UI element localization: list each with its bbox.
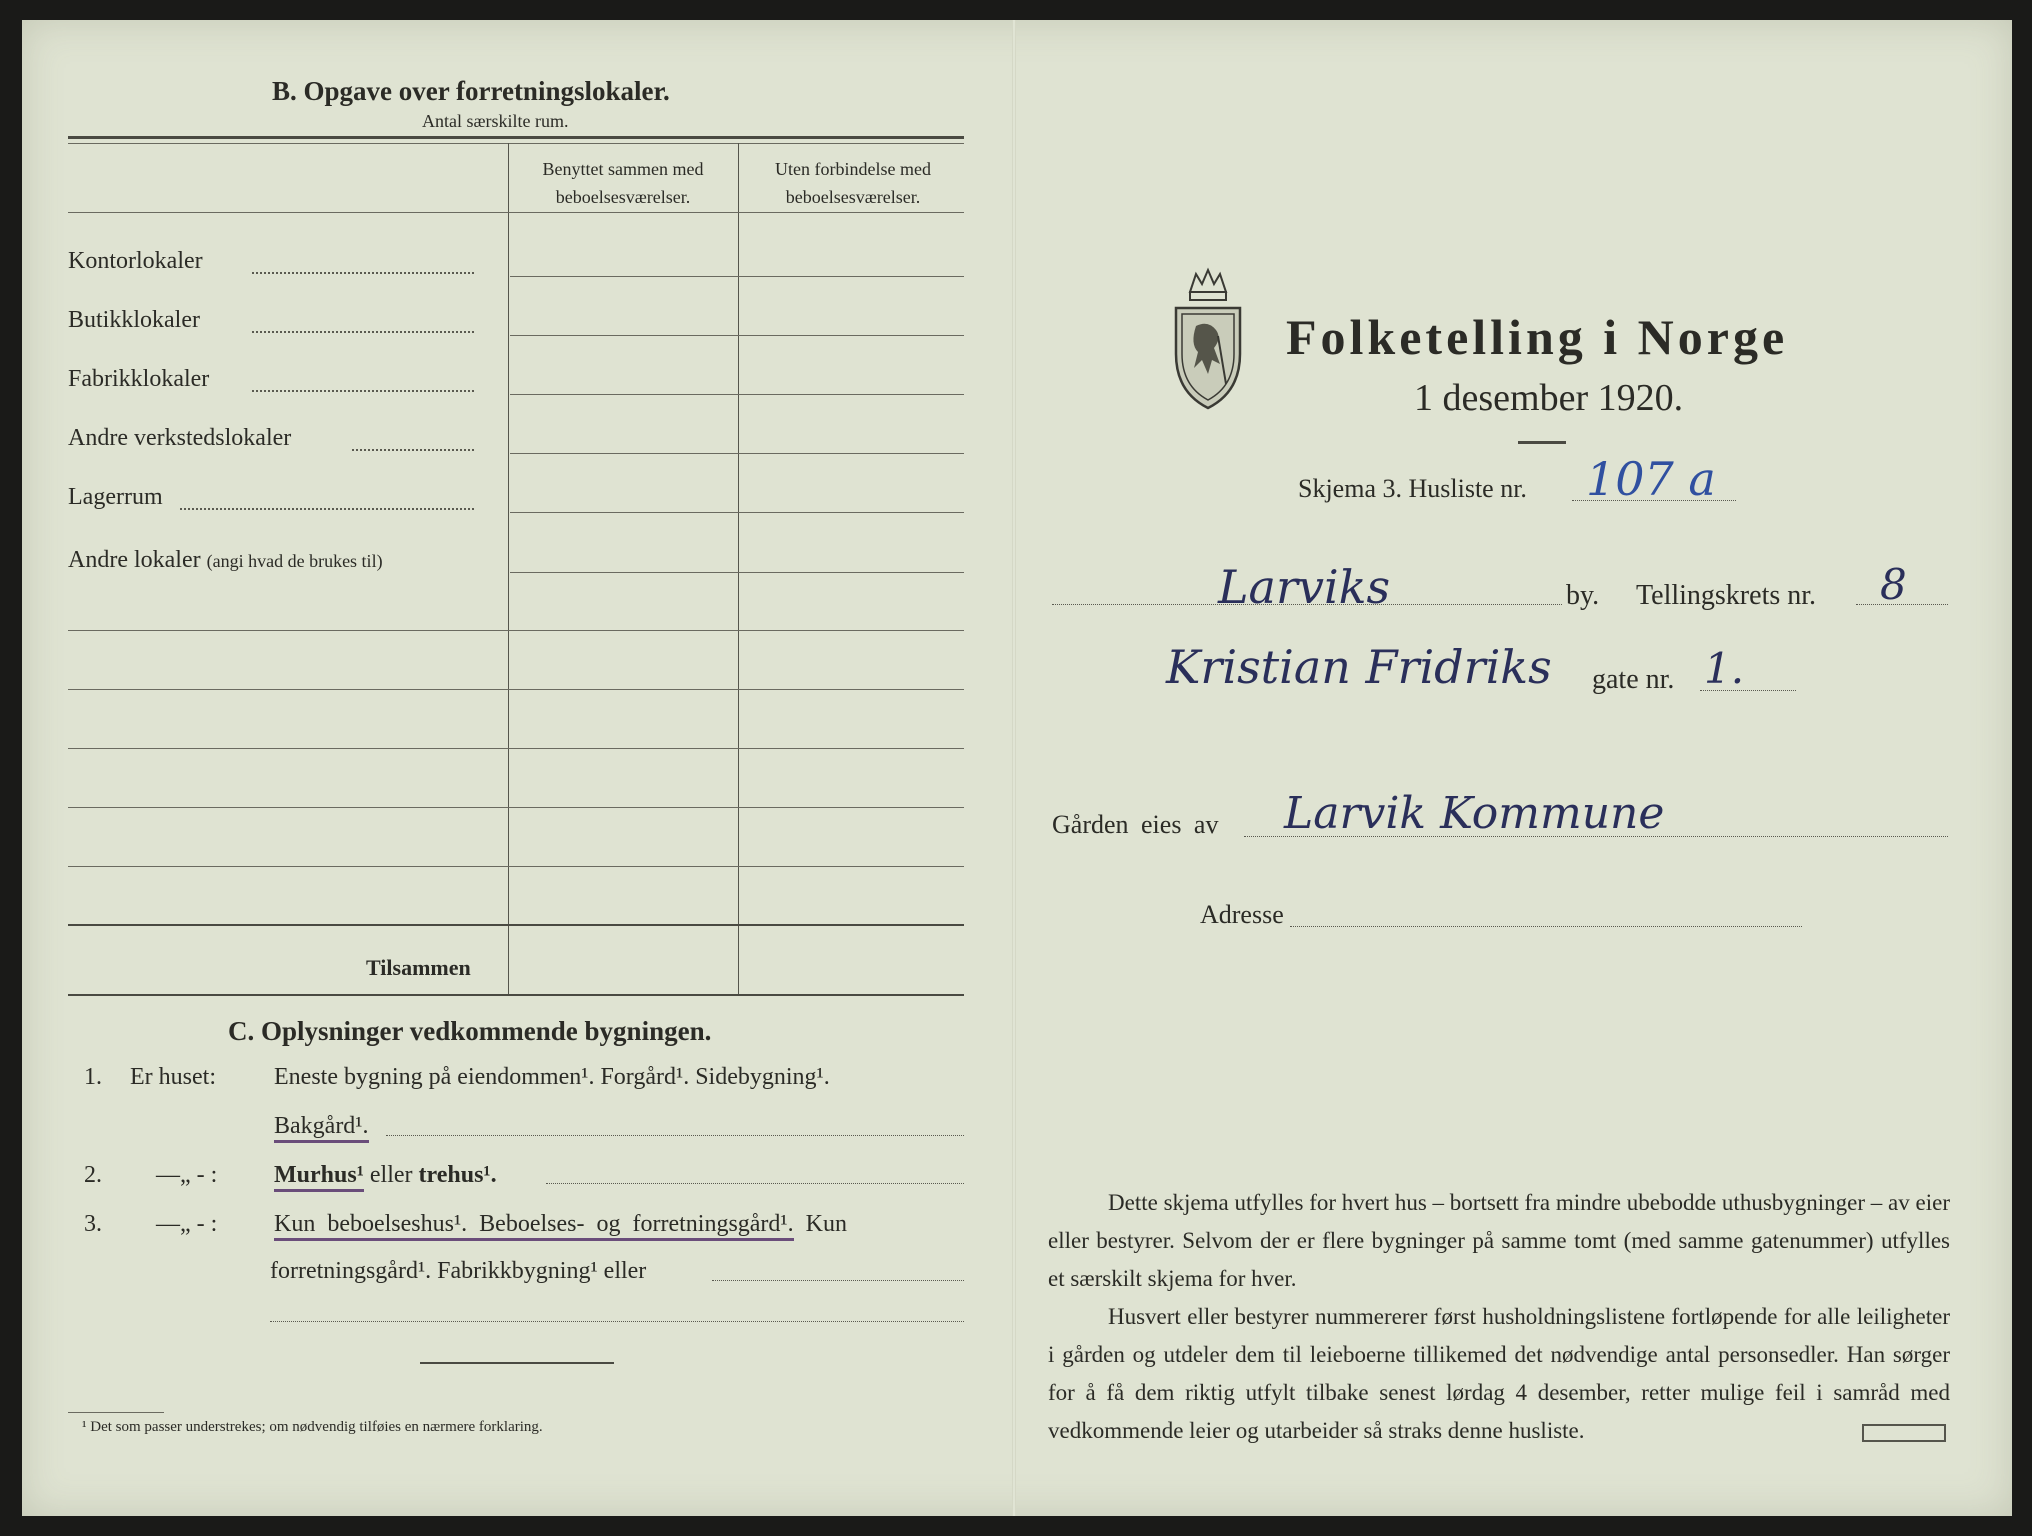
col-divider-2 <box>738 143 739 996</box>
row-label-fabrikk: Fabrikklokaler <box>68 366 210 392</box>
footnote: ¹ Det som passer understrekes; om nødvendig tilføies en nærmere forklaring. <box>82 1419 543 1435</box>
col-header-without-dwelling: Uten forbindelse med beboelsesværelser. <box>775 159 931 207</box>
instructions-paragraph-2: Husvert eller bestyrer nummererer først husholdningslistene fortløpende for alle leiligheter i gården og utdeler dem til leieboerne tillikemed det nødvendige antal personsedler. Han sørger for å få dem riktig utfylt tilbake senest lørdag 4 desember, retter mulige feil i samråd med vedkommende leier og utarbeider så straks denne husliste. <box>1048 1304 1950 1443</box>
q2-label: —„ - : <box>156 1162 218 1188</box>
row-label-butikk: Butikklokaler <box>68 307 200 333</box>
section-b-subtitle: Antal særskilte rum. <box>422 111 569 131</box>
gate-nr-value: 1. <box>1704 644 1745 693</box>
norwegian-coat-of-arms-icon <box>1168 264 1248 412</box>
instructions-paragraph-1: Dette skjema utfylles for hvert hus – bortsett fra mindre ubebodde uthusbygninger – av eier eller bestyrer. Selvom der er flere bygninger på samme tomt (med samme gatenummer) utfylles et særskilt skjema for hver. <box>1048 1190 1950 1291</box>
total-label: Tilsammen <box>366 955 471 980</box>
header-rule <box>68 212 964 213</box>
q3-label: —„ - : <box>156 1211 218 1237</box>
total-top-rule <box>68 924 964 926</box>
col-divider-1 <box>508 143 509 996</box>
table-top-rule-2 <box>68 143 964 144</box>
skjema-label: Skjema 3. Husliste nr. <box>1298 474 1527 503</box>
tellingskrets-value: 8 <box>1880 560 1907 609</box>
row-label-verksted: Andre verkstedslokaler <box>68 425 292 451</box>
eier-value: Larvik Kommune <box>1284 788 1665 839</box>
eier-label: Gården eies av <box>1052 810 1219 839</box>
q1-option-bakgard: Bakgård¹. <box>274 1113 369 1140</box>
tellingskrets-label: Tellingskrets nr. <box>1636 580 1817 611</box>
page-fold <box>1012 20 1016 1516</box>
q3-options-2: forretningsgård¹. Fabrikkbygning¹ eller <box>270 1258 647 1284</box>
q3-options: Kun beboelseshus¹. Beboelses- og forretningsgård¹. Kun <box>274 1211 847 1238</box>
form-date: 1 desember 1920. <box>1414 377 1684 419</box>
row-label-andre: Andre lokaler (angi hvad de brukes til) <box>68 547 383 573</box>
section-b-title: B. Opgave over forretningslokaler. <box>272 76 670 106</box>
section-c-title: C. Oplysninger vedkommende bygningen. <box>228 1016 712 1046</box>
total-bottom-rule <box>68 994 964 996</box>
husliste-nr-value: 107 a <box>1586 452 1716 506</box>
by-value: Larviks <box>1218 560 1391 614</box>
by-label: by. <box>1566 580 1600 611</box>
q2-number: 2. <box>84 1162 102 1188</box>
q3-number: 3. <box>84 1211 102 1237</box>
form-title: Folketelling i Norge <box>1286 309 1789 365</box>
gate-label: gate nr. <box>1592 664 1675 695</box>
gate-value: Kristian Fridriks <box>1166 640 1552 694</box>
col-header-with-dwelling: Benyttet sammen med beboelsesværelser. <box>542 159 704 207</box>
title-divider <box>1518 441 1566 444</box>
table-top-rule <box>68 136 964 139</box>
adresse-label: Adresse <box>1200 900 1284 929</box>
row-label-kontor: Kontorlokaler <box>68 248 203 274</box>
q1-options: Eneste bygning på eiendommen¹. Forgård¹. Sidebygning¹. <box>274 1064 830 1090</box>
q1-number: 1. <box>84 1064 102 1090</box>
row-label-lager: Lagerrum <box>68 484 163 510</box>
section-c-end-rule <box>420 1362 614 1364</box>
printer-stamp <box>1862 1424 1946 1442</box>
q2-options: Murhus¹ eller trehus¹. <box>274 1162 497 1189</box>
q1-label: Er huset: <box>130 1064 216 1090</box>
